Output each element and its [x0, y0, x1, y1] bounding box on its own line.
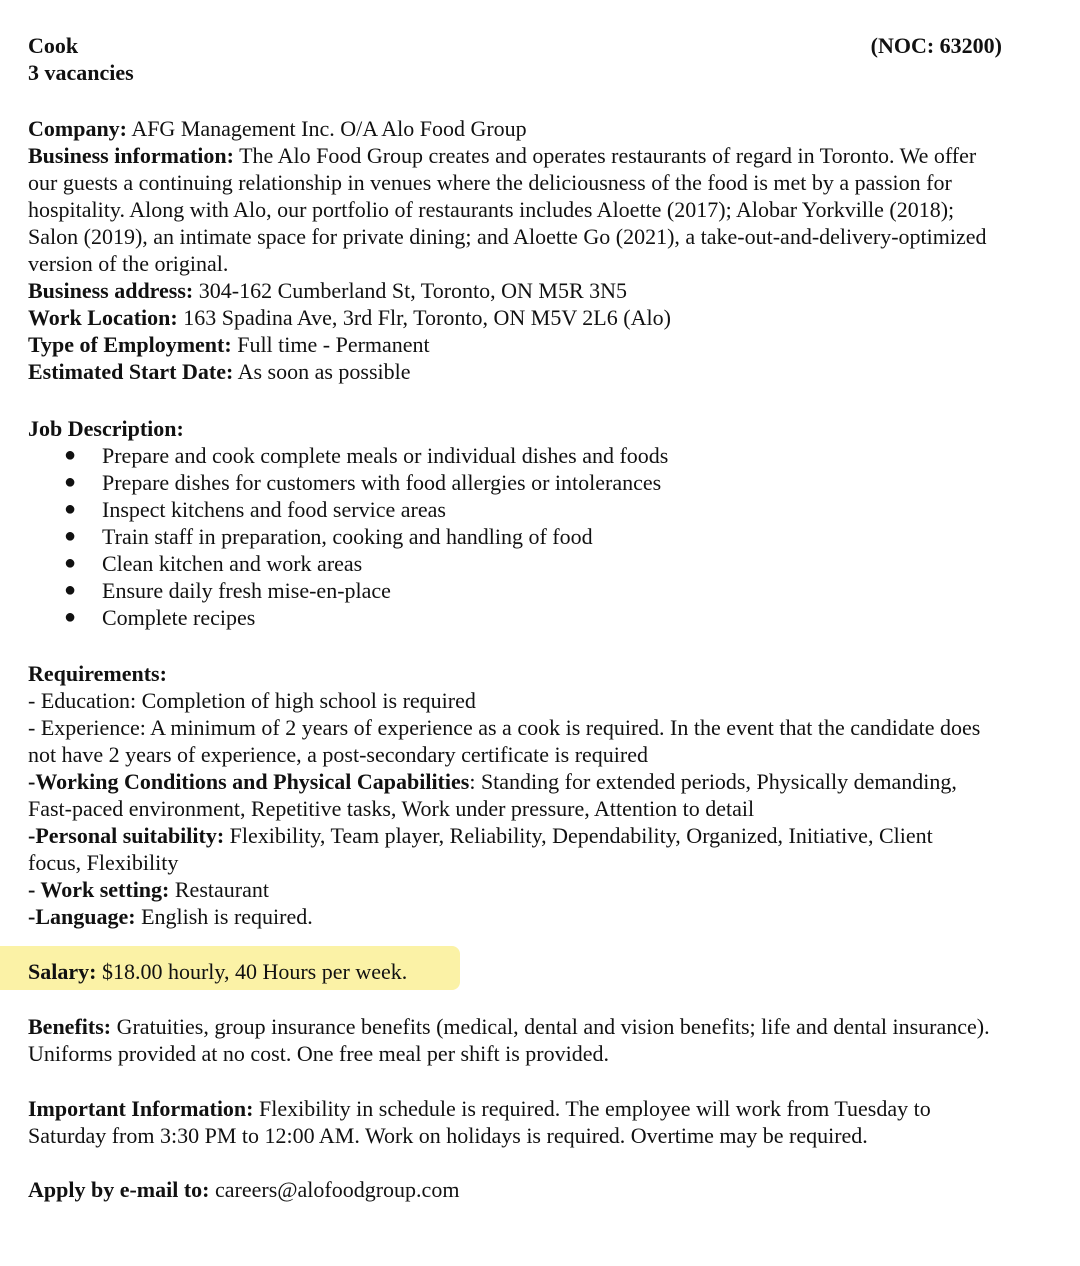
- personal-suitability: Flexibility, Team player, Reliability, Dependability, Organized, Initiative, Client: [229, 823, 933, 848]
- working-conditions: : Standing for extended periods, Physically demanding,: [469, 769, 957, 794]
- list-item: [28, 577, 1068, 604]
- apply-label: Apply by e-mail to:: [28, 1177, 210, 1202]
- business-info-text: our guests a continuing relationship in venues where the deliciousness of the food is met by a passion for: [28, 170, 952, 195]
- job-title: Cook: [28, 33, 79, 58]
- benefits-label: Benefits:: [28, 1014, 112, 1039]
- duty-text: Ensure daily fresh mise-en-place: [102, 578, 391, 603]
- list-item: [28, 442, 1068, 469]
- personal-suitability-cont: focus, Flexibility: [28, 850, 179, 875]
- salary-section: [28, 958, 1068, 985]
- list-item: [28, 550, 1068, 577]
- bullet-icon: ●: [64, 579, 77, 601]
- list-item: [28, 496, 1068, 523]
- requirements-section: [28, 660, 1068, 930]
- important-info-text: Flexibility in schedule is required. The employee will work from Tuesday to: [259, 1096, 931, 1121]
- working-conditions-cont: Fast-paced environment, Repetitive tasks, Work under pressure, Attention to detail: [28, 796, 755, 821]
- work-setting-label: - Work setting:: [28, 877, 170, 902]
- company-label: Company:: [28, 116, 128, 141]
- duty-text: Clean kitchen and work areas: [102, 551, 363, 576]
- vacancy-count: 3 vacancies: [28, 60, 134, 85]
- salary-label: Salary:: [28, 959, 97, 984]
- apply-section: [28, 1176, 1068, 1203]
- bullet-icon: ●: [64, 552, 77, 574]
- start-date-label: Estimated Start Date:: [28, 359, 234, 384]
- benefits-text: Gratuities, group insurance benefits (medical, dental and vision benefits; life and dental insurance).: [116, 1014, 990, 1039]
- business-info-text: Salon (2019), an intimate space for private dining; and Aloette Go (2021), a take-out-and-delivery-optimized: [28, 224, 987, 249]
- duty-list: [28, 442, 1068, 631]
- business-info-text: version of the original.: [28, 251, 229, 276]
- apply-email-link[interactable]: careers@alofoodgroup.com: [215, 1177, 460, 1202]
- duty-text: Complete recipes: [102, 605, 256, 630]
- business-info-text: The Alo Food Group creates and operates restaurants of regard in Toronto. We offer: [239, 143, 977, 168]
- company-section: [28, 115, 1068, 385]
- important-info-section: [28, 1095, 1068, 1149]
- important-info-text-cont: Saturday from 3:30 PM to 12:00 AM. Work on holidays is required. Overtime may be required.: [28, 1123, 868, 1148]
- business-info-label: Business information:: [28, 143, 234, 168]
- noc-code: (NOC: 63200): [870, 33, 1002, 58]
- job-description-section: [28, 415, 1068, 631]
- business-info-text: hospitality. Along with Alo, our portfolio of restaurants includes Aloette (2017); Alobar Yorkville (2018);: [28, 197, 955, 222]
- bullet-icon: ●: [64, 444, 77, 466]
- employment-type: Full time - Permanent: [237, 332, 430, 357]
- benefits-text-cont: Uniforms provided at no cost. One free meal per shift is provided.: [28, 1041, 610, 1066]
- benefits-section: [28, 1013, 1068, 1067]
- business-address: 304-162 Cumberland St, Toronto, ON M5R 3N5: [198, 278, 628, 303]
- salary-value: $18.00 hourly, 40 Hours per week.: [101, 959, 408, 984]
- job-description-heading: Job Description:: [28, 416, 184, 441]
- business-address-label: Business address:: [28, 278, 194, 303]
- personal-suitability-label: -Personal suitability:: [28, 823, 225, 848]
- bullet-icon: ●: [64, 498, 77, 520]
- requirements-heading: Requirements:: [28, 661, 167, 686]
- working-conditions-label: -Working Conditions and Physical Capabilities: [28, 769, 470, 794]
- bullet-icon: ●: [64, 525, 77, 547]
- duty-text: Prepare and cook complete meals or individual dishes and foods: [102, 443, 669, 468]
- duty-text: Train staff in preparation, cooking and handling of food: [102, 524, 593, 549]
- experience-requirement-cont: not have 2 years of experience, a post-secondary certificate is required: [28, 742, 648, 767]
- start-date: As soon as possible: [237, 359, 411, 384]
- company-name: AFG Management Inc. O/A Alo Food Group: [131, 116, 527, 141]
- list-item: [28, 523, 1068, 550]
- duty-text: Inspect kitchens and food service areas: [102, 497, 446, 522]
- language-requirement: English is required.: [141, 904, 313, 929]
- bullet-icon: ●: [64, 606, 77, 628]
- duty-text: Prepare dishes for customers with food allergies or intolerances: [102, 470, 662, 495]
- work-location: 163 Spadina Ave, 3rd Flr, Toronto, ON M5V 2L6 (Alo): [183, 305, 671, 330]
- list-item: [28, 469, 1068, 496]
- list-item: [28, 604, 1068, 631]
- important-info-label: Important Information:: [28, 1096, 254, 1121]
- language-label: -Language:: [28, 904, 136, 929]
- bullet-icon: ●: [64, 471, 77, 493]
- employment-type-label: Type of Employment:: [28, 332, 232, 357]
- experience-requirement: - Experience: A minimum of 2 years of experience as a cook is required. In the event that the candidate does: [28, 715, 981, 740]
- education-requirement: - Education: Completion of high school is required: [28, 688, 476, 713]
- work-location-label: Work Location:: [28, 305, 178, 330]
- work-setting: Restaurant: [174, 877, 269, 902]
